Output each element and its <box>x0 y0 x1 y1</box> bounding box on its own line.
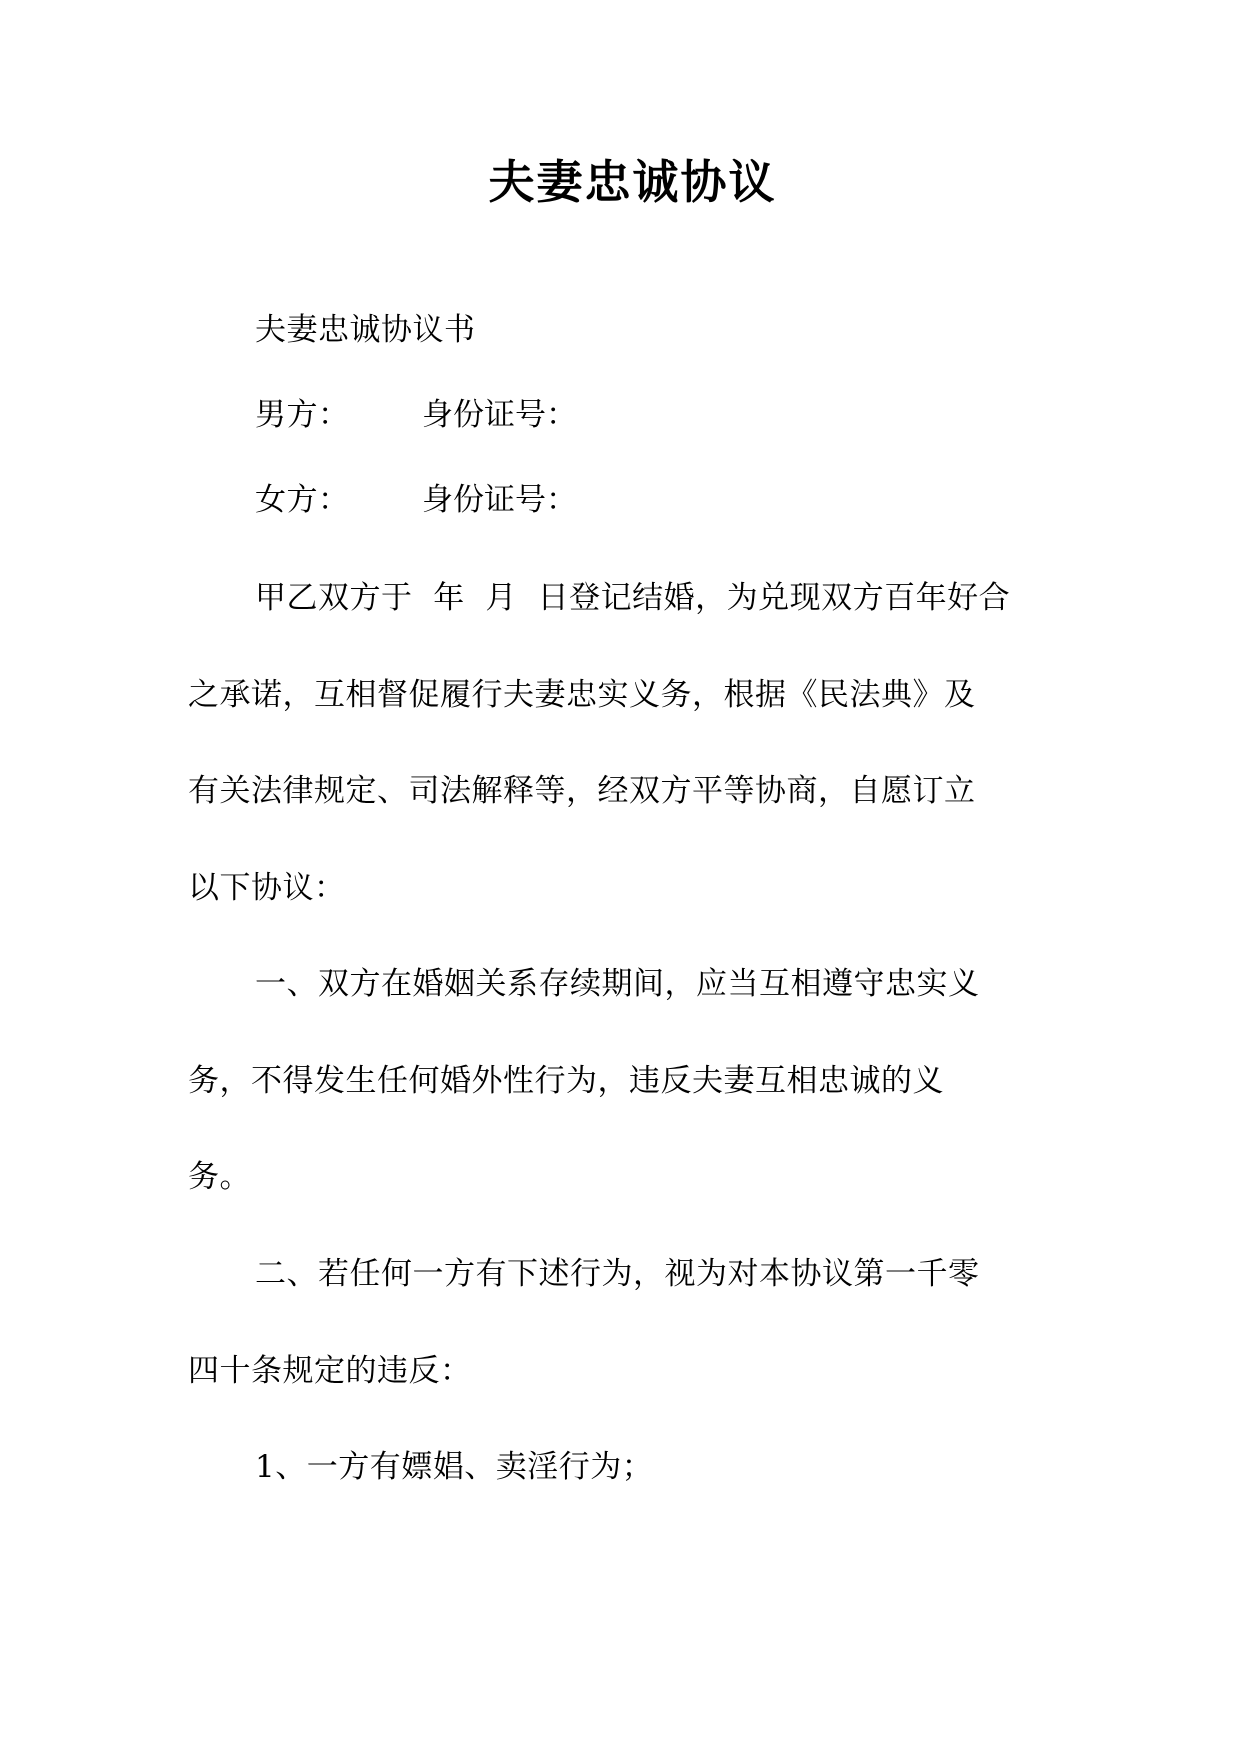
clause-2-line: 二、若任何一方有下述行为，视为对本协议第一千零 <box>255 1256 980 1292</box>
preamble-line: 有关法律规定、司法解释等，经双方平等协商，自愿订立 <box>188 773 976 809</box>
female-id-label: 身份证号： <box>422 482 577 518</box>
preamble-line: 甲乙双方于 年 月 日登记结婚，为兑现双方百年好合 <box>255 580 1011 616</box>
male-id-label: 身份证号： <box>422 397 577 433</box>
male-party-label: 男方： <box>255 397 350 433</box>
clause-1-line: 一、双方在婚姻关系存续期间，应当互相遵守忠实义 <box>255 966 980 1002</box>
clause-2-line: 四十条规定的违反： <box>188 1353 472 1389</box>
clause-1-line: 务。 <box>188 1159 251 1195</box>
item-1: 1、一方有嫖娼、卖淫行为； <box>255 1449 654 1485</box>
document-subtitle: 夫妻忠诚协议书 <box>255 312 476 348</box>
clause-1-line: 务，不得发生任何婚外性行为，违反夫妻互相忠诚的义 <box>188 1063 944 1099</box>
preamble-line: 之承诺，互相督促履行夫妻忠实义务，根据《民法典》及 <box>188 677 976 713</box>
female-party-label: 女方： <box>255 482 350 518</box>
document-title: 夫妻忠诚协议 <box>488 155 777 209</box>
preamble-line: 以下协议： <box>188 870 346 906</box>
